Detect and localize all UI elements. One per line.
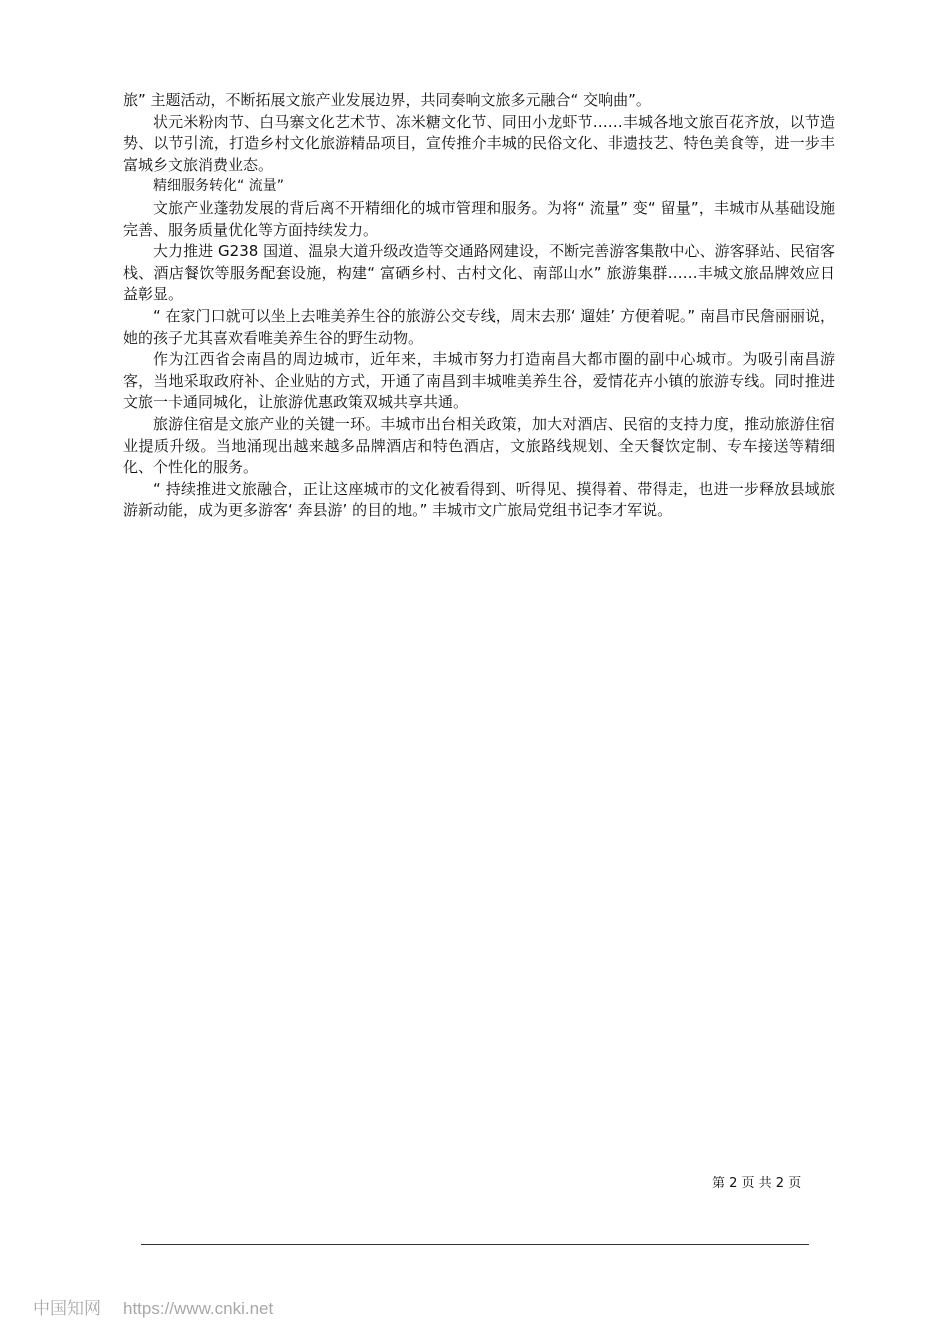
paragraph-festivals: 状元米粉肉节、白马寨文化艺术节、冻米糖文化节、同田小龙虾节……丰城各地文旅百花齐放，以节造势、以节引流，打造乡村文化旅游精品项目，宣传推介丰城的民俗文化、非遗技艺、特色美食等，进一步丰富城乡文旅消费业态。: [123, 112, 835, 174]
cnki-watermark: [33, 1294, 273, 1319]
footer-divider: [141, 1244, 809, 1245]
paragraph-infrastructure: 大力推进 G238 国道、温泉大道升级改造等交通路网建设，不断完善游客集散中心、游客驿站、民宿客栈、酒店餐饮等服务配套设施，构建“ 富硒乡村、古村文化、南部山水” 旅游集群……丰城文旅品牌效应日益彰显。: [123, 242, 835, 304]
paragraph-accommodation: 旅游住宿是文旅产业的关键一环。丰城市出台相关政策，加大对酒店、民宿的支持力度，推动旅游住宿业提质升级。当地涌现出越来越多品牌酒店和特色酒店，文旅路线规划、全天餐饮定制、专车接送等精细化、个性化的服务。: [123, 414, 835, 477]
paragraph-official-quote: “ 持续推进文旅融合，正让这座城市的文化被看得到、听得见、摸得着、带得走，也进一步释放县域旅游新动能，成为更多游客‘ 奔县游’ 的目的地。” 丰城市文广旅局党组书记李才军说。: [123, 479, 835, 520]
paragraph-services-intro: 文旅产业蓬勃发展的背后离不开精细化的城市管理和服务。为将“ 流量” 变“ 留量”，丰城市从基础设施完善、服务质量优化等方面持续发力。: [123, 198, 835, 239]
paragraph-continuation: 旅” 主题活动，不断拓展文旅产业发展边界，共同奏响文旅多元融合“ 交响曲”。: [123, 91, 651, 109]
paragraph-resident-quote: “ 在家门口就可以坐上去唯美养生谷的旅游公交专线，周末去那‘ 遛娃’ 方便着呢。” 南昌市民詹丽丽说，她的孩子尤其喜欢看唯美养生谷的野生动物。: [123, 306, 835, 347]
watermark-brand: 中国知网: [33, 1299, 101, 1319]
paragraph-nanchang-route: 作为江西省会南昌的周边城市，近年来，丰城市努力打造南昌大都市圈的副中心城市。为吸引南昌游客，当地采取政府补、企业贴的方式，开通了南昌到丰城唯美养生谷，爱情花卉小镇的旅游专线。同时推进文旅一卡通同城化，让旅游优惠政策双城共享共通。: [123, 350, 835, 412]
article-body: [123, 90, 835, 522]
section-subheading: 精细服务转化“ 流量”: [153, 178, 284, 195]
watermark-url: https://www.cnki.net: [123, 1299, 274, 1318]
page-number: 第 2 页 共 2 页: [712, 1176, 802, 1191]
